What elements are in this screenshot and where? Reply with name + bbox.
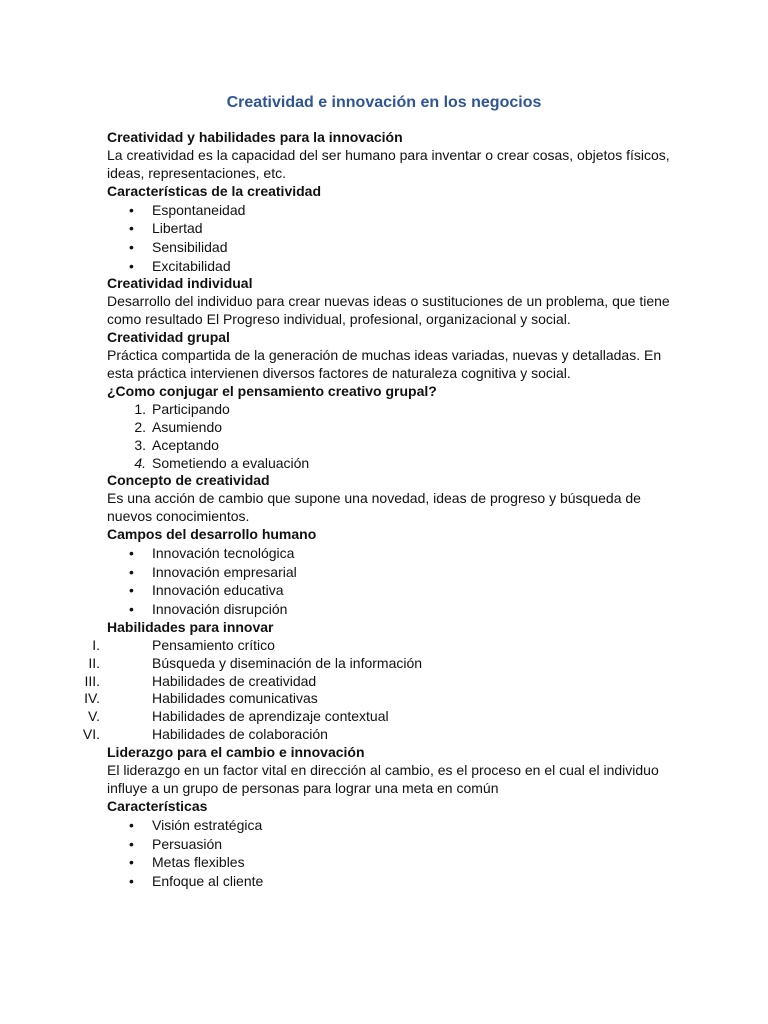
list-item-text: Habilidades comunicativas [152,690,318,707]
list-item [107,816,677,835]
list-item-text: Búsqueda y diseminación de la información [152,654,423,671]
list-number: 4. [134,454,146,471]
list-item [107,563,677,582]
bullet-icon: • [129,582,134,599]
bullet-icon: • [129,201,134,218]
bullet-icon: • [129,545,134,562]
list-item-text: Visión estratégica [152,816,263,833]
list-number: IV. [84,690,100,707]
list-item-text: Metas flexibles [152,854,245,871]
section-heading: Liderazgo para el cambio e innovación [107,744,365,761]
bullet-icon: • [129,601,134,618]
list-item-text: Persuasión [152,835,223,852]
bullet-icon: • [129,239,134,256]
list-item-text: Enfoque al cliente [152,872,264,889]
list-item [107,201,677,220]
list-item-text: Libertad [152,220,203,237]
list-item-text: Sensibilidad [152,239,228,256]
section-paragraph: La creatividad es la capacidad del ser humano para inventar o crear cosas, objetos físicos, ideas, representaciones, etc. [107,146,670,181]
list-item-text: Asumiendo [152,418,223,435]
bullet-list [107,544,677,619]
list-item [107,853,677,872]
list-item [88,654,677,673]
list-item [107,835,677,854]
section-heading: Concepto de creatividad [107,472,270,489]
document-body [82,129,677,891]
section-paragraph: Desarrollo del individuo para crear nuevas ideas o sustituciones de un problema, que tiene como resultado El Progreso individual, profesional, organizacional y social. [107,293,670,328]
bullet-icon: • [129,872,134,889]
list-item-text: Habilidades de aprendizaje contextual [152,708,389,725]
document-title: Creatividad e innovación en los negocios [226,94,542,111]
bullet-icon: • [129,257,134,274]
bullet-icon: • [129,816,134,833]
section-paragraph: Práctica compartida de la generación de muchas ideas variadas, nuevas y detalladas. En esta práctica intervienen diversos factores de naturaleza cognitiva y social. [107,347,662,381]
list-item [107,544,677,563]
list-item [107,581,677,600]
list-item-text: Innovación empresarial [152,563,297,580]
list-number: 2. [134,418,146,435]
section-heading: Creatividad y habilidades para la innovación [107,129,403,145]
list-item [107,401,677,419]
list-item-text: Innovación disrupción [152,601,288,618]
list-item [107,455,677,473]
section-heading: ¿Como conjugar el pensamiento creativo grupal? [107,382,437,399]
list-item [107,257,677,276]
section-paragraph: Es una acción de cambio que supone una novedad, ideas de progreso y búsqueda de nuevos conocimientos. [107,490,641,525]
list-number: 1. [134,400,146,417]
list-item [107,600,677,619]
list-item [107,437,677,455]
bullet-icon: • [129,563,134,580]
section-paragraph: El liderazgo en un factor vital en dirección al cambio, es el proceso en el cual el individuo influye a un grupo de personas para lograr una meta en común [107,762,659,796]
list-number: 3. [134,436,146,453]
list-item-text: Excitabilidad [152,257,231,274]
list-item-text: Habilidades de colaboración [152,726,328,743]
roman-numbered-list [82,636,677,744]
section-heading: Habilidades para innovar [107,618,274,635]
list-number: III. [84,672,100,689]
list-item [82,726,677,744]
section-heading: Creatividad individual [107,275,253,292]
section-heading: Campos del desarrollo humano [107,526,317,543]
list-item [88,708,677,726]
bullet-icon: • [129,220,134,237]
list-item-text: Aceptando [152,436,219,453]
section-heading: Creatividad grupal [107,329,230,346]
list-item-text: Innovación educativa [152,582,284,599]
list-number: II. [88,654,100,671]
list-item-text: Habilidades de creatividad [152,672,317,689]
list-item [107,219,677,238]
list-item [107,872,677,891]
list-item [107,419,677,437]
list-number: VI. [82,726,100,743]
bullet-icon: • [129,854,134,871]
list-item [84,690,677,708]
section-heading: Características [107,797,208,814]
bullet-list [107,201,677,276]
list-number: V. [88,708,100,725]
section-heading: Características de la creatividad [107,182,322,199]
list-item [92,636,677,655]
list-item-text: Espontaneidad [152,201,246,218]
bullet-icon: • [129,835,134,852]
list-number: I. [92,636,100,653]
numbered-list [107,401,677,473]
list-item [84,672,677,691]
list-item-text: Participando [152,400,230,417]
list-item-text: Sometiendo a evaluación [152,454,310,471]
list-item-text: Innovación tecnológica [152,545,295,562]
list-item-text: Pensamiento crítico [152,636,275,653]
bullet-list [107,816,677,891]
list-item [107,238,677,257]
